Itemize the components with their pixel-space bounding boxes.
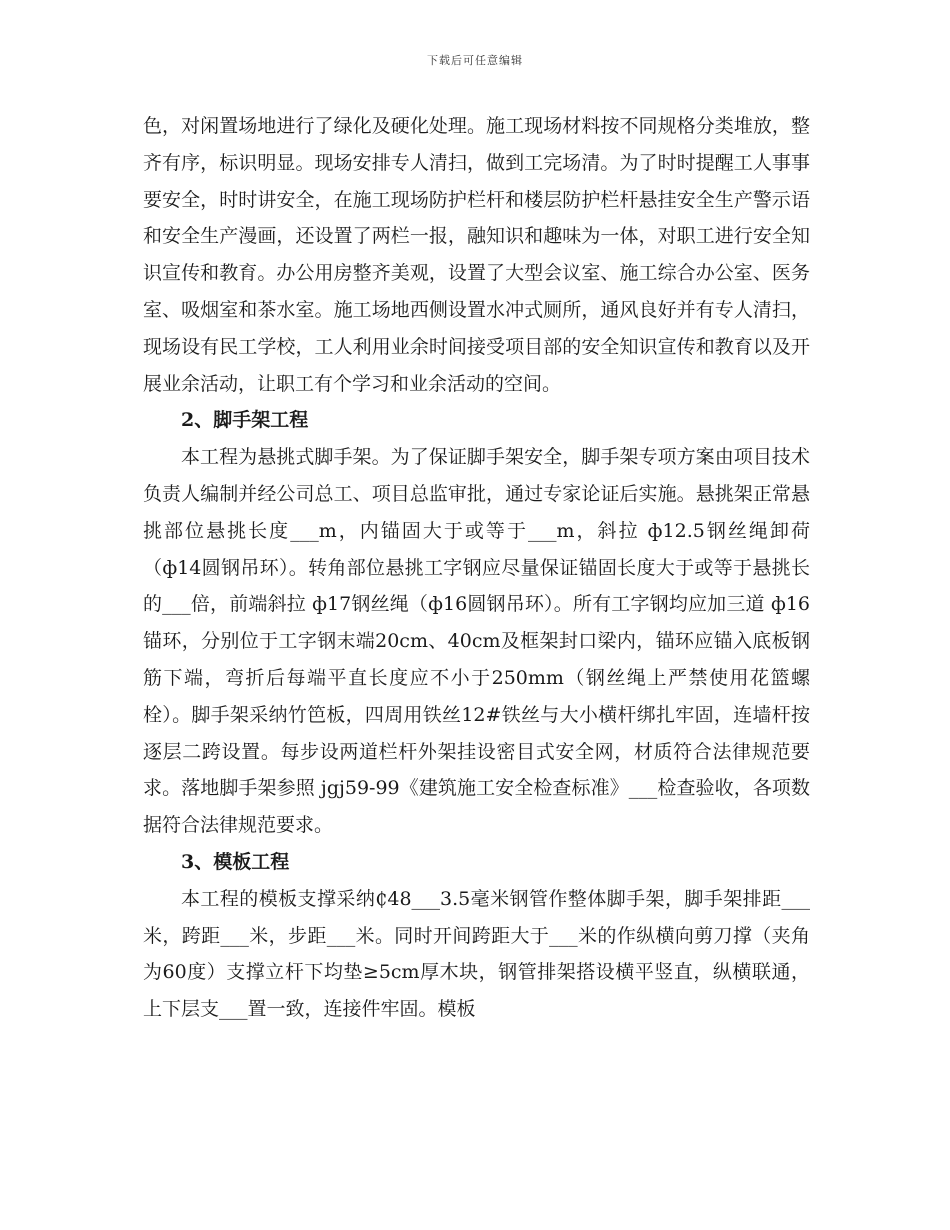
- document-body: [143, 108, 810, 1028]
- paragraph-scaffolding: 本工程为悬挑式脚手架。为了保证脚手架安全，脚手架专项方案由项目技术负责人编制并经公司总工、项目总监审批，通过专家论证后实施。悬挑架正常悬挑部位悬挑长度___m，内锚固大于或等于___m，斜拉 ф12.5钢丝绳卸荷（ф14圆钢吊环）。转角部位悬挑工字钢应尽量保证锚固长度大于或等于悬挑长的___倍，前端斜拉 ф17钢丝绳（ф16圆钢吊环）。所有工字钢均应加三道 ф16锚环，分别位于工字钢末端20cm、40cm及框架封口梁内，锚环应锚入底板钢筋下端，弯折后每端平直长度应不小于250mm（钢丝绳上严禁使用花篮螺栓）。脚手架采纳竹笆板，四周用铁丝12#铁丝与大小横杆绑扎牢固，连墙杆按逐层二跨设置。每步设两道栏杆外架挂设密目式安全网，材质符合法律规范要求。落地脚手架参照 jgj59-99《建筑施工安全检查标准》___检查验收，各项数据符合法律规范要求。: [143, 446, 810, 837]
- section-heading-formwork: 3、模板工程: [181, 850, 290, 873]
- section-heading-scaffolding: 2、脚手架工程: [181, 409, 309, 432]
- paragraph-site-management: 色，对闲置场地进行了绿化及硬化处理。施工现场材料按不同规格分类堆放，整齐有序，标识明显。现场安排专人清扫，做到工完场清。为了时时提醒工人事事要安全，时时讲安全，在施工现场防护栏杆和楼层防护栏杆悬挂安全生产警示语和安全生产漫画，还设置了两栏一报，融知识和趣味为一体，对职工进行安全知识宣传和教育。办公用房整齐美观，设置了大型会议室、施工综合办公室、医务室、吸烟室和茶水室。施工场地西侧设置水冲式厕所，通风良好并有专人清扫，现场设有民工学校，工人利用业余时间接受项目部的安全知识宣传和教育以及开展业余活动，让职工有个学习和业余活动的空间。: [143, 115, 810, 395]
- page-header-note: 下载后可任意编辑: [427, 54, 523, 67]
- paragraph-formwork: 本工程的模板支撑采纳₵48___3.5毫米钢管作整体脚手架，脚手架排距___米，跨距___米，步距___米。同时开间跨距大于___米的作纵横向剪刀撑（夹角为60度）支撑立杆下均垫≥5cm厚木块，钢管排架搭设横平竖直，纵横联通，上下层支___置一致，连接件牢固。模板: [143, 887, 810, 1021]
